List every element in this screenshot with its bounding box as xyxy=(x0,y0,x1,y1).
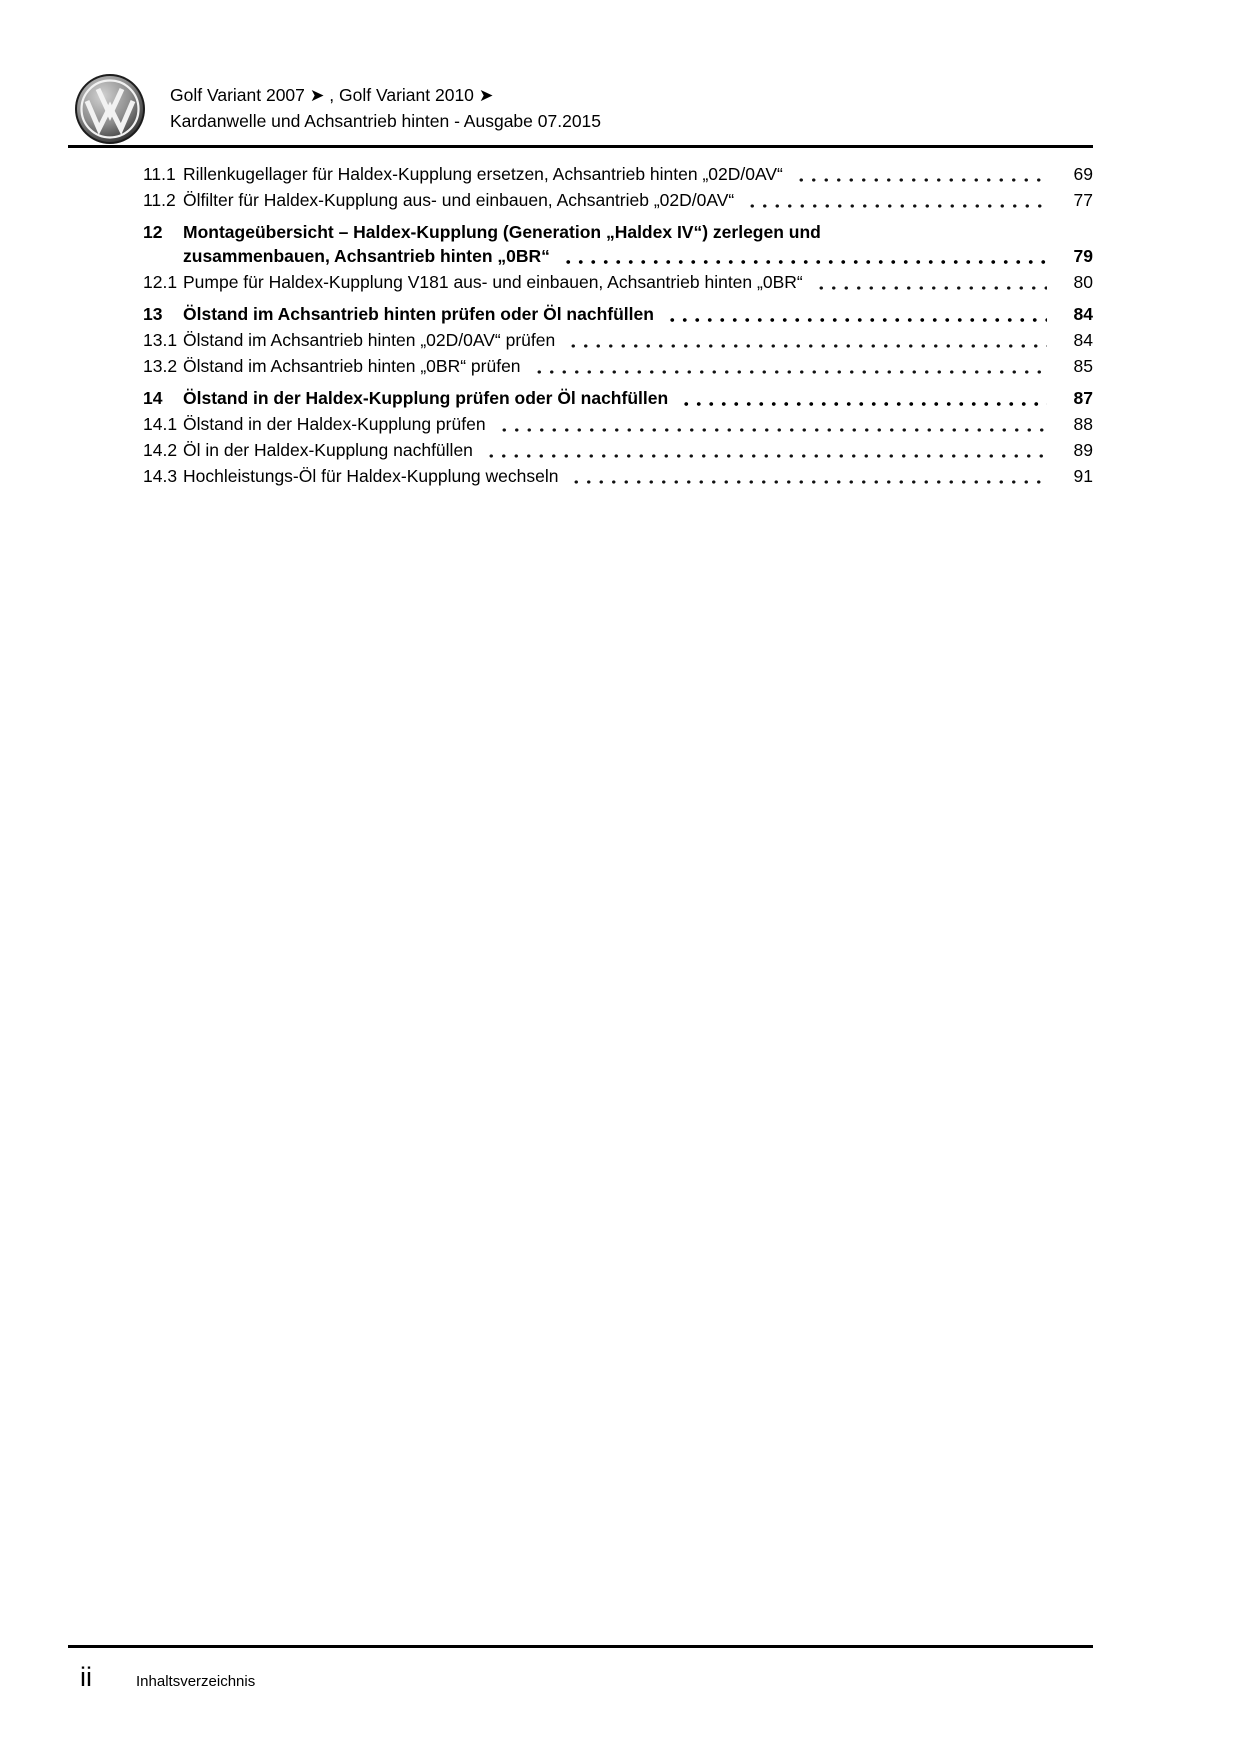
toc-entry-body xyxy=(183,412,1093,436)
dot-leader xyxy=(485,438,1047,462)
toc-entry-number: 13.1 xyxy=(143,330,178,350)
toc-entry-title: Ölstand im Achsantrieb hinten prüfen oder Öl nachfüllen xyxy=(183,304,654,324)
toc-entry-number: 14.2 xyxy=(143,440,178,460)
toc-page-number: 79 xyxy=(1073,246,1093,266)
toc-title-line: Montageübersicht – Haldex-Kupplung (Generation „Haldex IV“) zerlegen und xyxy=(183,222,821,242)
dot-leader xyxy=(533,354,1047,378)
toc-entry-body xyxy=(183,302,1093,326)
toc-entry xyxy=(68,354,1093,378)
toc-entry xyxy=(68,270,1093,294)
toc-entry xyxy=(68,188,1093,212)
toc-entry-title: Öl in der Haldex-Kupplung nachfüllen xyxy=(183,440,473,460)
toc-entry-body xyxy=(183,354,1093,378)
dot-leader xyxy=(680,386,1047,410)
toc-entry-body xyxy=(183,386,1093,410)
dot-leader xyxy=(746,188,1047,212)
toc-page-number: 80 xyxy=(1073,272,1093,292)
toc-entry xyxy=(68,386,1093,410)
table-of-contents xyxy=(68,160,1093,488)
toc-entry-number: 11.2 xyxy=(143,190,176,210)
footer-page-number: ii xyxy=(80,1662,92,1692)
toc-page-number: 84 xyxy=(1073,330,1093,350)
toc-entry-number: 12 xyxy=(143,222,163,242)
toc-entry xyxy=(68,302,1093,326)
footer-rule xyxy=(68,1645,1093,1648)
footer-section-label: Inhaltsverzeichnis xyxy=(136,1673,256,1690)
dot-leader xyxy=(562,244,1047,268)
dot-leader xyxy=(666,302,1047,326)
toc-entry-title: Hochleistungs-Öl für Haldex-Kupplung wechseln xyxy=(183,466,559,486)
toc-page-number: 69 xyxy=(1073,164,1093,184)
toc-entry-title: Ölstand in der Haldex-Kupplung prüfen oder Öl nachfüllen xyxy=(183,388,669,408)
toc-page-number: 77 xyxy=(1073,190,1093,210)
toc-entry-number: 11.1 xyxy=(143,164,176,184)
dot-leader xyxy=(498,412,1047,436)
dot-leader xyxy=(795,162,1047,186)
toc-entry xyxy=(68,162,1093,186)
toc-entry-number: 13.2 xyxy=(143,356,178,376)
toc-entry-title: Ölstand im Achsantrieb hinten „0BR“ prüfen xyxy=(183,356,521,376)
toc-entry xyxy=(68,220,1093,268)
toc-entry-body xyxy=(183,328,1093,352)
toc-entry xyxy=(68,328,1093,352)
toc-entry-body xyxy=(183,162,1093,186)
toc-page-number: 91 xyxy=(1073,466,1093,486)
toc-page-number: 89 xyxy=(1073,440,1093,460)
toc-entry-number: 14.3 xyxy=(143,466,178,486)
toc-entry-title: Rillenkugellager für Haldex-Kupplung ersetzen, Achsantrieb hinten „02D/0AV“ xyxy=(183,164,783,184)
toc-entry-body xyxy=(183,220,1093,268)
toc-page-number: 87 xyxy=(1073,388,1093,408)
page-footer xyxy=(80,1660,255,1694)
toc-entry-title: Ölstand im Achsantrieb hinten „02D/0AV“ prüfen xyxy=(183,330,556,350)
toc-entry-body xyxy=(183,188,1093,212)
toc-entry-number: 14 xyxy=(143,388,163,408)
toc-entry-number: 12.1 xyxy=(143,272,178,292)
page-header xyxy=(68,73,1093,148)
toc-entry-body xyxy=(183,270,1093,294)
header-text xyxy=(170,73,601,134)
toc-entry-number: 14.1 xyxy=(143,414,178,434)
header-title-line: Kardanwelle und Achsantrieb hinten - Ausgabe 07.2015 xyxy=(170,111,602,131)
toc-entry-title: Pumpe für Haldex-Kupplung V181 aus- und einbauen, Achsantrieb hinten „0BR“ xyxy=(183,272,803,292)
header-product-line: Golf Variant 2007 ➤ , Golf Variant 2010 ➤ xyxy=(170,85,494,105)
dot-leader xyxy=(567,328,1047,352)
toc-entry xyxy=(68,412,1093,436)
toc-entry-title: Ölstand in der Haldex-Kupplung prüfen xyxy=(183,414,486,434)
toc-page-number: 88 xyxy=(1073,414,1093,434)
toc-page-number: 84 xyxy=(1073,304,1093,324)
toc-entry-title: zusammenbauen, Achsantrieb hinten „0BR“ xyxy=(183,246,550,266)
toc-entry xyxy=(68,464,1093,488)
vw-logo-icon xyxy=(74,73,146,145)
toc-entry xyxy=(68,438,1093,462)
dot-leader xyxy=(570,464,1047,488)
toc-entry-number: 13 xyxy=(143,304,163,324)
toc-entry-body xyxy=(183,438,1093,462)
dot-leader xyxy=(815,270,1047,294)
toc-entry-body xyxy=(183,464,1093,488)
toc-entry-title: Ölfilter für Haldex-Kupplung aus- und einbauen, Achsantrieb „02D/0AV“ xyxy=(183,190,735,210)
toc-page-number: 85 xyxy=(1073,356,1093,376)
